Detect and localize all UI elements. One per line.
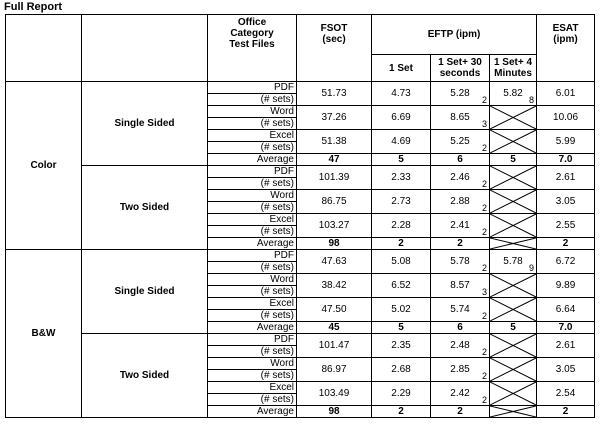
sets-count: 2 [481, 179, 487, 189]
eftp-4m-na [490, 334, 537, 358]
sets-count: 2 [481, 347, 487, 357]
header-fsot: FSOT (sec) [297, 15, 372, 82]
fsot-value: 47.63 [297, 250, 372, 274]
subgroup-label: Two Sided [82, 166, 208, 250]
eftp-4m-na [490, 298, 537, 322]
esat-value: 2.55 [537, 214, 595, 238]
cell-value: 2.42 [450, 388, 470, 399]
eftp-4m-na [490, 214, 537, 238]
cross-out-mark [490, 190, 536, 213]
sets-count: 2 [481, 311, 487, 321]
subgroup-label: Single Sided [82, 250, 208, 334]
eftp-1set-value: 2.28 [372, 214, 431, 238]
esat-value: 6.72 [537, 250, 595, 274]
header-eftp-4m: 1 Set+ 4 Minutes [490, 55, 537, 82]
average-label: Average [208, 322, 297, 334]
avg-eftp-1set: 2 [372, 406, 431, 418]
subgroup-label: Two Sided [82, 334, 208, 418]
sets-count: 2 [481, 95, 487, 105]
fsot-value: 47.50 [297, 298, 372, 322]
file-row [6, 250, 595, 262]
sets-label: (# sets) [208, 286, 297, 298]
eftp-30s-value [431, 274, 490, 298]
sets-count: 2 [481, 143, 487, 153]
avg-fsot: 98 [297, 406, 372, 418]
file-type-name: PDF [208, 250, 297, 262]
header-eftp: EFTP (ipm) [372, 15, 537, 55]
avg-fsot: 47 [297, 154, 372, 166]
esat-value: 10.06 [537, 106, 595, 130]
eftp-1set-value: 6.52 [372, 274, 431, 298]
eftp-30s-value [431, 334, 490, 358]
file-type-name: Word [208, 274, 297, 286]
esat-value: 3.05 [537, 190, 595, 214]
file-type-name: Excel [208, 130, 297, 142]
eftp-4m-value [490, 250, 537, 274]
fsot-value: 86.75 [297, 190, 372, 214]
cell-value: 2.46 [450, 172, 470, 183]
sets-count: 9 [529, 263, 535, 273]
cell-value: 5.82 [503, 88, 523, 99]
esat-value: 2.54 [537, 382, 595, 406]
cross-out-mark [490, 298, 536, 321]
avg-esat: 7.0 [537, 154, 595, 166]
eftp-1set-value: 4.69 [372, 130, 431, 154]
sets-label: (# sets) [208, 178, 297, 190]
avg-eftp-4m-na [490, 238, 537, 250]
average-label: Average [208, 154, 297, 166]
fsot-value: 51.73 [297, 82, 372, 106]
file-type-name: Word [208, 190, 297, 202]
esat-value: 5.99 [537, 130, 595, 154]
eftp-4m-na [490, 274, 537, 298]
avg-eftp-1set: 2 [372, 238, 431, 250]
sets-label: (# sets) [208, 370, 297, 382]
sets-label: (# sets) [208, 202, 297, 214]
eftp-30s-value [431, 382, 490, 406]
cell-value: 2.41 [450, 220, 470, 231]
eftp-4m-na [490, 358, 537, 382]
cross-out-mark [490, 406, 536, 417]
cell-value: 5.25 [450, 136, 470, 147]
sets-label: (# sets) [208, 94, 297, 106]
esat-value: 3.05 [537, 358, 595, 382]
avg-esat: 2 [537, 406, 595, 418]
sets-count: 8 [529, 95, 535, 105]
eftp-30s-value [431, 82, 490, 106]
average-label: Average [208, 238, 297, 250]
avg-eftp-30s: 2 [431, 406, 490, 418]
avg-eftp-1set: 5 [372, 154, 431, 166]
avg-eftp-30s: 6 [431, 322, 490, 334]
header-row-1 [6, 15, 595, 55]
esat-value: 6.64 [537, 298, 595, 322]
fsot-value: 101.47 [297, 334, 372, 358]
fsot-value: 37.26 [297, 106, 372, 130]
avg-fsot: 45 [297, 322, 372, 334]
report-body [6, 82, 595, 418]
eftp-1set-value: 6.69 [372, 106, 431, 130]
report-title: Full Report [4, 1, 63, 13]
avg-eftp-4m: 5 [490, 154, 537, 166]
cross-out-mark [490, 214, 536, 237]
header-group-cell [6, 15, 82, 82]
cross-out-mark [490, 334, 536, 357]
sets-label: (# sets) [208, 346, 297, 358]
eftp-30s-value [431, 214, 490, 238]
fsot-value: 51.38 [297, 130, 372, 154]
cell-value: 5.28 [450, 88, 470, 99]
cell-value: 8.57 [450, 280, 470, 291]
eftp-4m-value [490, 82, 537, 106]
file-type-name: PDF [208, 166, 297, 178]
sets-count: 2 [481, 263, 487, 273]
file-type-name: Excel [208, 298, 297, 310]
file-type-name: Word [208, 106, 297, 118]
eftp-4m-na [490, 382, 537, 406]
cross-out-mark [490, 166, 536, 189]
eftp-1set-value: 2.29 [372, 382, 431, 406]
eftp-30s-value [431, 130, 490, 154]
eftp-4m-na [490, 106, 537, 130]
fsot-value: 103.27 [297, 214, 372, 238]
cell-value: 2.88 [450, 196, 470, 207]
cell-value: 2.85 [450, 364, 470, 375]
sets-label: (# sets) [208, 118, 297, 130]
header-esat: ESAT (ipm) [537, 15, 595, 82]
eftp-30s-value [431, 106, 490, 130]
fsot-value: 86.97 [297, 358, 372, 382]
subgroup-label: Single Sided [82, 82, 208, 166]
eftp-30s-value [431, 250, 490, 274]
sets-count: 2 [481, 371, 487, 381]
sets-label: (# sets) [208, 310, 297, 322]
header-subgroup-cell [82, 15, 208, 82]
file-type-name: PDF [208, 82, 297, 94]
full-report-table [5, 14, 595, 418]
header-eftp-1set: 1 Set [372, 55, 431, 82]
eftp-4m-na [490, 190, 537, 214]
cross-out-mark [490, 382, 536, 405]
file-type-name: Word [208, 358, 297, 370]
avg-eftp-1set: 5 [372, 322, 431, 334]
eftp-1set-value: 5.08 [372, 250, 431, 274]
cross-out-mark [490, 274, 536, 297]
eftp-1set-value: 2.33 [372, 166, 431, 190]
cell-value: 5.78 [450, 256, 470, 267]
avg-eftp-30s: 2 [431, 238, 490, 250]
avg-eftp-4m-na [490, 406, 537, 418]
esat-value: 2.61 [537, 166, 595, 190]
sets-label: (# sets) [208, 394, 297, 406]
eftp-30s-value [431, 190, 490, 214]
cross-out-mark [490, 238, 536, 249]
eftp-1set-value: 2.68 [372, 358, 431, 382]
cross-out-mark [490, 130, 536, 153]
esat-value: 2.61 [537, 334, 595, 358]
cell-value: 8.65 [450, 112, 470, 123]
file-row [6, 334, 595, 346]
group-label: Color [6, 82, 82, 250]
eftp-4m-na [490, 130, 537, 154]
header-eftp-30s: 1 Set+ 30 seconds [431, 55, 490, 82]
eftp-4m-na [490, 166, 537, 190]
cross-out-mark [490, 106, 536, 129]
sets-label: (# sets) [208, 262, 297, 274]
eftp-1set-value: 4.73 [372, 82, 431, 106]
cell-value: 5.74 [450, 304, 470, 315]
cell-value: 2.48 [450, 340, 470, 351]
file-type-name: Excel [208, 214, 297, 226]
file-type-name: PDF [208, 334, 297, 346]
eftp-1set-value: 2.35 [372, 334, 431, 358]
avg-esat: 7.0 [537, 322, 595, 334]
file-row [6, 82, 595, 94]
file-row [6, 166, 595, 178]
avg-eftp-30s: 6 [431, 154, 490, 166]
fsot-value: 101.39 [297, 166, 372, 190]
eftp-30s-value [431, 298, 490, 322]
sets-label: (# sets) [208, 226, 297, 238]
sets-count: 2 [481, 227, 487, 237]
eftp-30s-value [431, 358, 490, 382]
esat-value: 6.01 [537, 82, 595, 106]
eftp-30s-value [431, 166, 490, 190]
header-category: Office Category Test Files [208, 15, 297, 82]
sets-count: 3 [481, 119, 487, 129]
sets-count: 2 [481, 395, 487, 405]
average-label: Average [208, 406, 297, 418]
eftp-1set-value: 2.73 [372, 190, 431, 214]
cell-value: 5.78 [503, 256, 523, 267]
esat-value: 9.89 [537, 274, 595, 298]
eftp-1set-value: 5.02 [372, 298, 431, 322]
avg-eftp-4m: 5 [490, 322, 537, 334]
group-label: B&W [6, 250, 82, 418]
fsot-value: 103.49 [297, 382, 372, 406]
avg-esat: 2 [537, 238, 595, 250]
cross-out-mark [490, 358, 536, 381]
file-type-name: Excel [208, 382, 297, 394]
fsot-value: 38.42 [297, 274, 372, 298]
sets-count: 3 [481, 287, 487, 297]
avg-fsot: 98 [297, 238, 372, 250]
sets-label: (# sets) [208, 142, 297, 154]
sets-count: 2 [481, 203, 487, 213]
